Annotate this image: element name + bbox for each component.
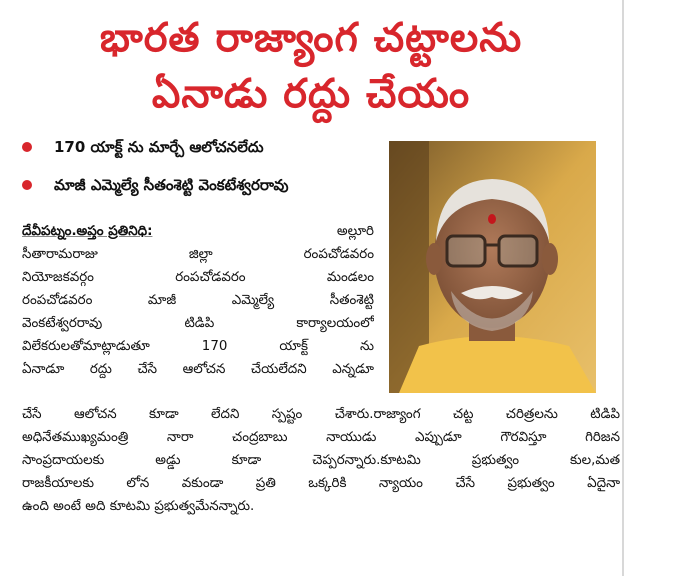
article-line: ఏనాడూ రద్దు చేసే ఆలోచన చేయలేదని ఎన్నడూ [22,362,374,377]
article-line: నియోజకవర్గం రంపచోడవరం మండలం [22,270,374,285]
article-line: సీతారామరాజు జిల్లా రంపచోడవరం [22,247,374,262]
article-line-last: ఉంది అంటే అది కూటమి ప్రభుత్వమేనన్నారు. [22,499,255,514]
portrait-photo-illustration [389,141,596,393]
highlight-text: మాజీ ఎమ్మెల్యే సీతంశెట్టి వెంకటేశ్వరరావు [54,176,289,194]
highlight-item [22,136,372,158]
dateline: దేవీపట్నం.అప్తం ప్రతినిధి: [22,224,153,239]
headline-line-1: భారత రాజ్యాంగ చట్టాలను [99,15,523,61]
bullet-dot-icon [22,180,32,190]
column-rule [622,0,624,576]
highlight-text: 170 యాక్ట్ ను మార్చే ఆలోచనలేదు [54,138,264,156]
article-line: రంపచోడవరం మాజీ ఎమ్మెల్యే సీతంశెట్టి [22,293,374,308]
article-line-first [22,220,374,243]
headline [0,10,622,122]
article-line: సాంప్రదాయలకు అడ్డు కూడా చెప్పరన్నారు.కూటమి ప్రభుత్వం కుల,మత [22,453,620,468]
highlight-item [22,174,372,196]
portrait-photo [389,141,596,393]
article-line: విలేకరులతోమాట్లాడుతూ 170 యాక్ట్ ను [22,339,374,354]
bullet-dot-icon [22,142,32,152]
article-line: వెంకటేశ్వరరావు టిడిపి కార్యాలయంలో [22,316,374,331]
article-line: అధినేతముఖ్యమంత్రి నారా చంద్రబాబు నాయుడు ఎప్పుడూ గౌరవిస్తూ గిరిజన [22,430,620,445]
article-line: రాజకీయాలకు లోన వకుండా ప్రతి ఒక్కరికి న్యాయం చేసే ప్రభుత్వం ఏదైనా [22,476,620,491]
article-body-narrow [22,220,374,381]
article-line: చేసే ఆలోచన కూడా లేదని స్పష్టం చేశారు.రాజ్యాంగ చట్ట చరిత్రలను టిడిపి [22,407,620,422]
article-line-first-rest: అల్లూరి [336,224,374,239]
headline-line-2: ఏనాడు రద్దు చేయం [151,71,471,117]
highlights-list [22,136,372,212]
article-body-wide [22,403,620,518]
